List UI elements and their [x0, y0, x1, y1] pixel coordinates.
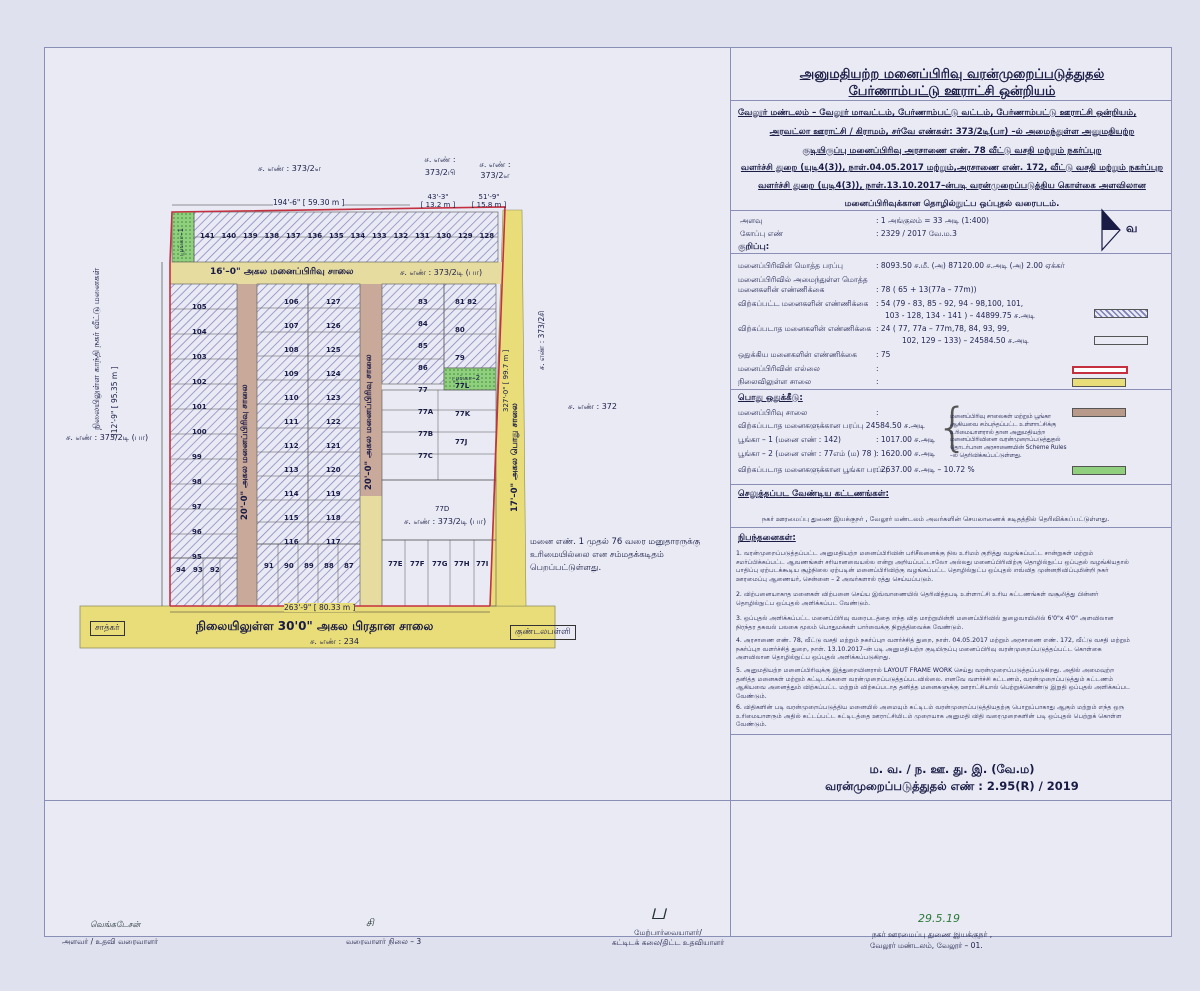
plot-label: 114 — [284, 490, 299, 498]
plot-label: 80 — [455, 326, 465, 334]
plot-label: 88 — [324, 562, 334, 570]
plot-label: 77F — [410, 560, 425, 568]
fees-text: நகர் ஊரமைப்பு துணை இயக்குநர் , வேலூர் மண்டலம் அவர்களின் செயலாணைக் கடிதத்தில் தெரிவிக்கப்பட்டுள்ளது. — [762, 515, 1110, 523]
common-row-3-label: பூங்கா – 2 (மனை எண் : 77எம் (ம) 78 ) — [738, 449, 877, 458]
info-row-1-label: மனைப்பிரிவில் அமைந்துள்ள மொத்த — [738, 275, 868, 284]
condition-2: 2. விற்பனையாகாத மனைகள் விற்பனை செய்ய இவ்வாணையில் தெரிவித்தபடி உள்ளாட்சி உரிய கட்டணங்கள் வசூலித்து பின்னர் தொழில்நுட்ப ஒப்புதல் அளிக்கப்பட வேண்டும். — [736, 591, 1099, 607]
signature-3-role: மேற்பார்வையாளர்/ — [634, 928, 702, 937]
info-row-2-label: மனைகளின் எண்ணிக்கை — [738, 285, 825, 294]
road-top-label: 16'–0" அகல மனைப்பிரிவு சாலை — [210, 267, 354, 277]
info-divider — [730, 389, 1172, 390]
plots-col5 — [444, 284, 496, 368]
conditions-heading: நிபந்தனைகள்: — [738, 533, 796, 543]
plot-label: 125 — [326, 346, 341, 354]
plot-label: 77J — [455, 438, 468, 446]
common-row-2-label: பூங்கா – 1 (மனை எண் : 142) — [738, 435, 841, 444]
plot-label: 77L — [455, 382, 470, 390]
layout-road-v2-lower — [360, 496, 382, 606]
signature-4-role: நகர் ஊரமைப்பு துணை இயக்குநர் , — [872, 930, 993, 939]
survey-top-left: ச. எண் : 373/2எ — [258, 164, 322, 173]
plot-label: 101 — [192, 403, 207, 411]
legend-park — [1072, 466, 1126, 475]
plots-unsold-77 — [382, 390, 496, 480]
common-row-0-value: : — [876, 408, 879, 417]
desc-line-1: வேலூர் மண்டலம் – வேலூர் மாவட்டம், பேர்ணாம்பட்டு வட்டம், பேர்ணாம்பட்டு ஊராட்சி ஒன்றியம், — [738, 108, 1137, 118]
survey-left: ச. எண் : 373/2டி (பா) — [66, 433, 149, 442]
plot-label: 77A — [418, 408, 434, 416]
fees-divider — [730, 527, 1172, 528]
plot-label: 77B — [418, 430, 434, 438]
plot-label: 77H — [454, 560, 470, 568]
legend-existing-road — [1072, 378, 1126, 387]
place-left: சாத்கர் — [90, 621, 125, 636]
common-row-3-value: : 1620.00 ச.அடி — [876, 449, 936, 458]
survey-top-right: ச. எண் : — [479, 160, 511, 169]
info-row-8-value: : — [876, 364, 879, 373]
plot-label: 126 — [326, 322, 341, 330]
info-row-2-value: : 78 ( 65 + 13(77a – 77m)) — [876, 285, 977, 294]
plot-label: 124 — [326, 370, 341, 378]
plots-bottom-2 — [257, 544, 360, 606]
plot-label: 127 — [326, 298, 341, 306]
signature-1-sign: வெங்கடேசன் — [90, 920, 141, 929]
survey-top-mid: ச. எண் : — [424, 155, 456, 164]
plot-label: 94 — [176, 566, 186, 574]
plot-label: 140 — [221, 232, 237, 240]
plot-label: 136 — [307, 232, 323, 240]
fees-heading: செலுத்தப்பட வேண்டிய கட்டணங்கள்: — [738, 489, 889, 499]
notes-divider — [730, 253, 1172, 254]
common-divider — [730, 484, 1172, 485]
plot-label: 123 — [326, 394, 341, 402]
dim-left: 312'-9" [ 95.35 m ] — [110, 366, 119, 438]
notes-heading: குறிப்பு: — [738, 242, 770, 252]
plots-col2 — [257, 284, 308, 544]
plot-label: 86 — [418, 364, 428, 372]
road-v2-label: 20'–0" அகல மனைப்பிரிவு சாலை — [364, 354, 374, 490]
plot-label: 139 — [243, 232, 258, 240]
plot-label: 134 — [350, 232, 366, 240]
info-row-9-value: : — [876, 377, 879, 386]
plot-label: 77K — [455, 410, 471, 418]
plot-label: 121 — [326, 442, 341, 450]
plot-label: 79 — [455, 354, 465, 362]
north-label: வ — [1126, 221, 1138, 235]
plot-label: 112 — [284, 442, 299, 450]
plot-label: 98 — [192, 478, 202, 486]
plot-label: 106 — [284, 298, 299, 306]
info-row-6-value: 102, 129 – 133) – 24584.50 ச.அடி — [902, 336, 1029, 345]
plot-label: 84 — [418, 320, 428, 328]
plot-label: 77 — [418, 386, 428, 394]
scale-value: : 1 அங்குலம் = 33 அடி (1:400) — [876, 216, 989, 225]
file-value: : 2329 / 2017 வே.ம.3 — [876, 229, 957, 238]
desc-line-4: வளர்ச்சி துறை (யுடி4(3)), நாள்.04.05.2017 மற்றும்,அரசாணை எண். 172, வீட்டு வசதி மற்றும் நகர்ப்புற — [740, 163, 1164, 173]
survey-bottom: ச. எண் : 234 — [310, 637, 359, 646]
plots-bottom-3 — [382, 540, 496, 606]
plot-label: 113 — [284, 466, 299, 474]
desc-line-2: அரவட்லா ஊராட்சி / கிராமம், சர்வே எண்கள்: 373/2டி(பா) –ல் அமைந்துள்ள அனுமதியற்ற — [769, 127, 1135, 137]
plot-label: 77C — [418, 452, 433, 460]
plot-label: 104 — [192, 328, 207, 336]
ownership-note-2: உரிமையில்லை என சம்மதக்கடிதம் — [530, 550, 664, 560]
plot-label: 90 — [284, 562, 294, 570]
survey-top-mid-2: 373/2பி — [424, 168, 456, 177]
plot-label: 131 — [415, 232, 430, 240]
file-label: கோப்பு எண் — [740, 229, 783, 238]
plot-label: 83 — [418, 298, 428, 306]
condition-3: 3. ஒப்புதல் அளிக்கப்பட்ட மனைப்பிரிவு வரைபடத்தை எந்த வித மாற்றுமின்றி மனைப்பிரிவில் நுழைவாயிலில் 6'0"x 4'0" அளவிலான நிரந்தர தகவல் பலகை மூலம் பொதுமக்கள் பார்வைக்கு நிறுத்திவைக்க வேண்டும். — [736, 615, 1114, 631]
plot-77d-label: 77D — [435, 505, 450, 513]
desc-line-6: மனைப்பிரிவுக்கான தொழில்நுட்ப ஒப்புதல் வரைபடம். — [844, 199, 1060, 209]
plot-label: 118 — [326, 514, 341, 522]
north-arrow-icon — [1098, 208, 1124, 254]
park-2-label: பூங்கா–2 — [452, 374, 481, 382]
dim-top-2m: [ 13.2 m ] — [420, 201, 456, 209]
info-row-3-label: விற்கப்பட்ட மனைகளின் எண்ணிக்கை — [738, 299, 869, 308]
plot-label: 115 — [284, 514, 299, 522]
title-line-1: அனுமதியற்ற மனைப்பிரிவு வரன்முறைப்படுத்துதல் — [799, 67, 1105, 82]
plot-label: 97 — [192, 503, 202, 511]
signature-3-sign: ப — [650, 900, 667, 925]
plot-label: 129 — [458, 232, 473, 240]
signature-1-role: அளவர் / உதவி வரைவாளர் — [62, 937, 159, 946]
survey-right: ச. எண் : 372 — [568, 402, 617, 411]
survey-top-right-2: 373/2எ — [480, 171, 510, 180]
condition-4: 4. அரசாணை எண். 78, வீட்டு வசதி மற்றும் நகர்ப்புற வளர்ச்சித் துறை, நாள். 04.05.2017 மற்றும் அரசாணை எண். 172, வீட்டு வசதி மற்றும் நகர்ப்புற வளர்ச்சித் துறை, நாள். 13.10.2017–ன் படி அனுமதியற்ற குடியிருப்பு மனைப்பிரிவு வரன்முறைப்படுத்தப்பட்ட கொள்கை அளவிலான தொழில்நுட்ப ஒப்புதல் அளிக்கப்படுகிறது. — [736, 637, 1130, 661]
scale-label: அளவு — [740, 216, 763, 225]
plot-label: 95 — [192, 553, 202, 561]
plot-label: 96 — [192, 528, 202, 536]
condition-5: 5. அனுமதியற்ற மனைப்பிரிவுக்கு இத்துறையினரால் LAYOUT FRAME WORK செய்து வரன்முறைப்படுத்தப்படுகிறது. அதில் அமைவுற்ற தனித்த மனைகள் மற்றும் கட்டிடங்களை வரன்முறைப்படுத்தப்படவில்லை. எனவே வளர்ச்சி கட்டணம், வரன்முறைப்படுத்தும் கட்டணம் ஆகியவை அனைத்தும் விற்கப்பட்ட மற்றும் விற்கப்படாத தனித்த மனைகளுக்கு ஊராட்சியால் பெற்றுக்கொண்டு இறுதி ஒப்புதல் அளிக்கப்பட வேண்டும். — [736, 667, 1131, 700]
road-right-label: 17'–0" அகல பொது சாலை — [510, 403, 520, 512]
dim-top: 194'-6" [ 59.30 m ] — [273, 198, 345, 207]
plot-label: 128 — [479, 232, 495, 240]
info-row-5-label: விற்கப்படாத மனைகளின் எண்ணிக்கை — [738, 324, 872, 333]
plot-label: 133 — [372, 232, 387, 240]
legend-unsold-plots — [1094, 336, 1148, 345]
signature-2-sign: சி — [366, 918, 374, 929]
plot-label: 87 — [344, 562, 354, 570]
common-row-0-label: மனைப்பிரிவு சாலை — [738, 408, 808, 417]
dim-right: 327'-0" [ 99.7 m ] — [502, 349, 510, 412]
road-left-label: நிலையிலுள்ள காந்தி நகர் வீட்டு மனைகள் — [92, 267, 102, 430]
plot-label: 138 — [264, 232, 280, 240]
plot-label: 77E — [388, 560, 403, 568]
plot-label: 108 — [284, 346, 299, 354]
plot-label: 135 — [329, 232, 344, 240]
park-1-label: பூங்கா–1 — [177, 227, 185, 256]
common-heading: பொது ஒதுக்கீடு: — [738, 393, 803, 403]
plot-label: 99 — [192, 453, 202, 461]
ownership-note-1: மனை எண். 1 முதல் 76 வரை மனுதாரருக்கு — [530, 537, 701, 547]
title-line-2: பேர்ணாம்பட்டு ஊராட்சி ஒன்றியம் — [848, 84, 1056, 99]
survey-center-2: ச. எண் : 373/2டி (பா) — [404, 517, 487, 526]
signature-3-role-2: கட்டிடக் கலை/திட்ட உதவியாளர் — [611, 938, 725, 947]
plot-label: 111 — [284, 418, 299, 426]
plot-label: 102 — [192, 378, 207, 386]
legend-layout-road — [1072, 408, 1126, 417]
survey-center: ச. எண் : 373/2டி (பா) — [400, 268, 483, 277]
plot-label: 89 — [304, 562, 314, 570]
signature-2-role: வரைவாளர் நிலை – 3 — [346, 937, 422, 946]
legend-sold-plots — [1094, 309, 1148, 318]
condition-1: 1. வரன்முறைப்படுத்தப்பட்ட அனுமதியற்ற மனைப்பிரிவின் பரிசீலனைக்கு நில உரிமம் குறித்து வழங்கப்பட்ட சான்றுகள் மற்றும் சமர்ப்பிக்கப்பட்ட ஆவணங்கள் சரியானவையல்ல என்று அறியப்பட்டாலோ அல்லது மனைப்பிரிவிற்கு தொழில்நுட்ப ஒப்புதல் வழங்கியதால் பாதிப்பு ஏற்படக்கூடிய சூழ்நிலை ஏற்படின் மனைப்பிரிவிற்கு வழங்கப்பட்ட தொழில்நுட்ப ஒப்புதல் எவ்வித முன்னறிவிப்புமின்றி நகர் ஊரமைப்பு ஆணையர், சென்னை – 2 அவர்களால் ரத்து செய்யப்படும். — [736, 550, 1130, 583]
condition-6: 6. விதிகளின் படி வரன்முறைப்படுத்திய மனையில் அமையும் கட்டிடம் வரன்முறைப்படுத்தியதற்கு பொறுப்பாகாது ஆகும் மற்றும் எந்த ஒரு உரிமையாளரும் அதில் கட்டப்பட்ட கட்டிடத்தை ஊராட்சியிடம் முறையாக அனுமதி விதி வரைமுறைகளின் படி ஒப்புதல் பெற்றுக் கொள்ள வேண்டும். — [736, 704, 1125, 728]
plot-label: 81 82 — [455, 298, 477, 306]
info-row-3-value: : 54 (79 - 83, 85 - 92, 94 - 98,100, 101, — [876, 299, 1024, 308]
main-road-label: நிலையிலுள்ள 30'0" அகல பிரதான சாலை — [196, 619, 434, 633]
common-row-4-label: விற்கப்படாத மனைகளுக்கான பூங்கா பரப்பு — [738, 465, 888, 474]
info-row-5-value: : 24 ( 77, 77a – 77m,78, 84, 93, 99, — [876, 324, 1010, 333]
authority-line: ம. வ. / ந. ஊ. து. இ. (வே.ம) — [869, 762, 1035, 776]
info-row-0-value: : 8093.50 ச.மீ. (அ) 87120.00 ச.அடி (அ) 2.00 ஏக்கர் — [876, 261, 1065, 270]
common-row-2-value: : 1017.00 ச.அடி — [876, 435, 936, 444]
signature-divider — [44, 800, 1172, 801]
place-right: குண்டலபள்ளி — [510, 625, 576, 640]
dim-bottom: 263'-9" [ 80.33 m ] — [284, 603, 356, 612]
plot-label: 130 — [436, 232, 452, 240]
road-v1-label: 20'–0" அகல மனைப்பிரிவு சாலை — [240, 384, 250, 520]
plot-label: 103 — [192, 353, 207, 361]
dim-top-3m: [ 15.8 m ] — [471, 201, 507, 209]
plot-label: 77I — [476, 560, 489, 568]
ownership-note-3: பெறப்பட்டுள்ளது. — [530, 563, 602, 573]
signature-4-role-2: வேலூர் மண்டலம், வேலூர் – 01. — [870, 941, 983, 950]
plot-label: 105 — [192, 303, 207, 311]
brace-symbol: { — [936, 398, 970, 458]
plot-label: 85 — [418, 342, 428, 350]
plot-label: 119 — [326, 490, 341, 498]
plots-col1 — [170, 284, 237, 558]
plot-label: 77G — [432, 560, 448, 568]
plot-label: 132 — [393, 232, 409, 240]
plot-label: 100 — [192, 428, 207, 436]
plot-label: 116 — [284, 538, 299, 546]
desc-line-5: வளர்ச்சி துறை (யுடி4(3)), நாள்.13.10.2017–ன்படி வரன்முறைப்படுத்திய கொள்கை அளவிலான — [758, 181, 1146, 191]
info-row-0-label: மனைப்பிரிவின் மொத்த பரப்பு — [738, 261, 843, 270]
brace-note: மனைப்பிரிவு சாலைகள் மற்றும் பூங்கா ஆகியவை சம்பந்தப்பட்ட உள்ளாட்சிக்கு உரிமையாளரால் தான அனுமதியற்ற மனைப்பிரிவினை வரன்முறைப்படுத்துதல் தொடர்பான அரசாணையின் Scheme Rules –ல் தெரிவிக்கப்பட்டுள்ளது. — [950, 414, 1067, 459]
common-row-4-value: : 2637.00 ச.அடி – 10.72 % — [876, 465, 975, 474]
title-divider — [730, 100, 1172, 101]
plot-label: 107 — [284, 322, 299, 330]
plot-label: 117 — [326, 538, 341, 546]
plot-label: 110 — [284, 394, 299, 402]
info-row-7-label: ஒதுக்கிய மனைகளின் எண்ணிக்கை — [738, 350, 857, 359]
desc-line-3: குடியிருப்பு மனைப்பிரிவு அரசாணை எண். 78 வீட்டு வசதி மற்றும் நகர்ப்புற — [802, 146, 1102, 156]
plot-label: 120 — [326, 466, 341, 474]
plot-label: 141 — [200, 232, 215, 240]
plot-label: 122 — [326, 418, 341, 426]
plot-label: 93 — [193, 566, 203, 574]
dim-top-2: 43'-3" — [427, 193, 449, 201]
signature-4-sign: 29.5.19 — [918, 912, 960, 925]
info-row-8-label: மனைப்பிரிவின் எல்லை — [738, 364, 820, 373]
panel-divider — [730, 47, 731, 937]
info-row-9-label: நிலைவிலுள்ள சாலை — [738, 377, 812, 386]
legend-boundary — [1072, 366, 1128, 374]
info-row-4-value: 103 - 128, 134 - 141 ) – 44899.75 ச.அடி — [885, 311, 1035, 320]
conditions-divider — [730, 734, 1172, 735]
plot-label: 91 — [264, 562, 274, 570]
regularization-number: வரன்முறைப்படுத்துதல் எண் : 2.95(R) / 2019 — [825, 779, 1079, 793]
plot-label: 109 — [284, 370, 299, 378]
survey-right-road: ச. எண் : 373/2சி — [537, 310, 546, 370]
info-row-7-value: : 75 — [876, 350, 891, 359]
plot-label: 137 — [286, 232, 301, 240]
plot-label: 92 — [210, 566, 220, 574]
common-row-1-label: விற்கப்படாத மனைகளுக்கான பரப்பு 24584.50 ச.அடி — [738, 421, 925, 430]
dim-top-3: 51'-9" — [478, 193, 500, 201]
